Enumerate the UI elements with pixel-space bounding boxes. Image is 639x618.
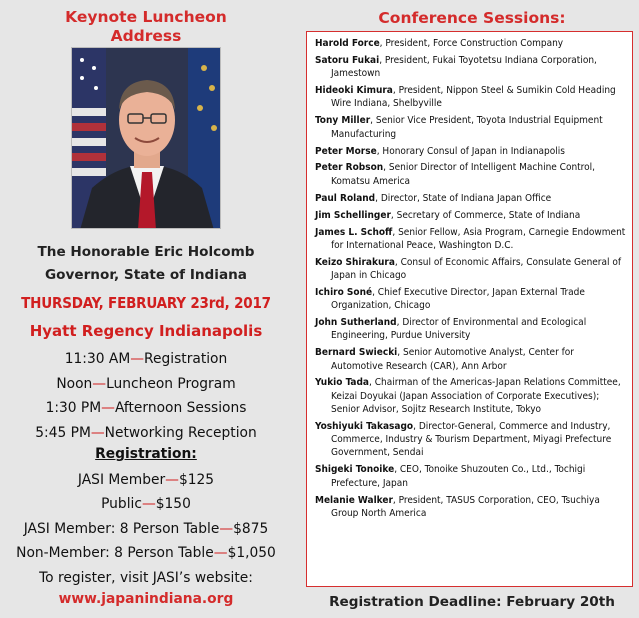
schedule-item: [0, 396, 292, 421]
speaker-entry: [315, 209, 626, 222]
portrait-illustration: [72, 48, 221, 229]
speaker-entry: [315, 226, 626, 253]
speaker-entry: [315, 376, 626, 416]
speaker-entry: [315, 145, 626, 158]
price-label: JASI Member: [77, 472, 166, 488]
speaker-entry-name: Peter Morse: [315, 145, 377, 157]
schedule-time: 1:30 PM: [45, 400, 102, 417]
schedule-event: Registration: [144, 351, 228, 367]
speaker-entry: [315, 192, 626, 205]
governor-portrait-photo: [71, 47, 221, 229]
price-item: [0, 492, 292, 516]
speaker-entry-name: Paul Roland: [315, 192, 376, 204]
speaker-entry: [315, 316, 626, 343]
speaker-entry-desc: , Director-General, Commerce and Industry, Commerce, Industry & Tourism Department, Miyagi Prefecture Government, Sendai: [331, 420, 612, 459]
sessions-box: [306, 31, 633, 587]
speaker-entry-name: Jim Schellinger: [315, 209, 391, 221]
registration-list: [0, 468, 292, 590]
price-dash: —: [213, 545, 228, 562]
keynote-title-line2: Address: [110, 27, 182, 45]
schedule-list: [0, 347, 292, 445]
speaker-entry: [315, 114, 626, 141]
speaker-entry-desc: , Senior Vice President, Toyota Industrial Equipment Manufacturing: [331, 115, 603, 140]
price-label: Non-Member: 8 Person Table: [16, 545, 214, 562]
speaker-entry-name: Melanie Walker: [315, 494, 393, 506]
keynote-panel: [0, 0, 292, 618]
schedule-dash: —: [101, 400, 115, 417]
speaker-entry: [315, 84, 626, 111]
speaker-entry-name: Harold Force: [315, 38, 380, 49]
schedule-time: Noon: [56, 375, 93, 392]
registration-heading: Registration:: [95, 446, 197, 462]
speaker-entry: [315, 37, 626, 50]
speaker-entry: [315, 54, 626, 81]
sessions-title: Conference Sessions:: [378, 9, 566, 27]
speaker-entry-desc: , Chief Executive Director, Japan External Trade Organization, Chicago: [331, 286, 585, 312]
speaker-entry-desc: , President, Force Construction Company: [379, 38, 564, 49]
price-dash: —: [165, 472, 179, 488]
price-value: $875: [233, 520, 269, 537]
event-date: THURSDAY, FEBRUARY 23rd, 2017: [21, 294, 271, 312]
speaker-entry-name: Ichiro Soné: [315, 286, 373, 298]
speaker-entry-desc: , President, Nippon Steel & Sumikin Cold Heading Wire Indiana, Shelbyville: [331, 85, 616, 110]
speaker-entry-name: Yoshiyuki Takasago: [315, 420, 414, 432]
speaker-entry: [315, 494, 626, 521]
schedule-dash: —: [130, 351, 145, 367]
speaker-entry: [315, 346, 626, 373]
speaker-entry-name: Satoru Fukai: [315, 54, 380, 66]
speaker-entry-desc: , President, Fukai Toyotetsu Indiana Corporation, Jamestown: [331, 54, 597, 80]
event-venue: Hyatt Regency Indianapolis: [29, 322, 263, 340]
speaker-entry: [315, 420, 626, 460]
speaker-entry-name: Hideoki Kimura: [315, 85, 393, 97]
speaker-entry-name: Tony Miller: [315, 115, 371, 127]
schedule-time: 5:45 PM: [35, 424, 91, 441]
speaker-entry-name: James L. Schoff: [315, 226, 393, 238]
schedule-dash: —: [90, 424, 105, 441]
price-label: Public: [101, 496, 142, 513]
speaker-entry-desc: , CEO, Tonoike Shuzouten Co., Ltd., Tochigi Prefecture, Japan: [331, 464, 586, 489]
speaker-entry-desc: , Director, State of Indiana Japan Office: [375, 192, 552, 204]
speaker-entry-name: Shigeki Tonoike: [315, 464, 395, 476]
speaker-entry-desc: , Senior Automotive Analyst, Center for Automotive Research (CAR), Ann Arbor: [331, 347, 574, 372]
keynote-title: [0, 8, 292, 46]
schedule-dash: —: [92, 375, 107, 392]
speaker-name: The Honorable Eric Holcomb: [37, 244, 255, 260]
registration-instructions: To register, visit JASI’s website:: [39, 569, 253, 586]
website-link[interactable]: www.japanindiana.org: [58, 591, 234, 607]
speaker-entry: [315, 161, 626, 188]
speaker-entry-desc: , Director of Environmental and Ecological Engineering, Purdue University: [331, 317, 587, 342]
speaker-entry-desc: , President, TASUS Corporation, CEO, Tsuchiya Group North America: [331, 494, 600, 519]
speaker-entry-name: Yukio Tada: [315, 377, 369, 389]
speaker-entry-desc: , Secretary of Commerce, State of Indiana: [390, 209, 581, 221]
keynote-title-line1: Keynote Luncheon: [65, 8, 227, 26]
price-value: $150: [155, 496, 191, 513]
speaker-entry-name: Bernard Swiecki: [315, 347, 398, 359]
speaker-entry-desc: , Honorary Consul of Japan in Indianapolis: [376, 145, 565, 157]
speaker-entry-name: Peter Robson: [315, 162, 384, 174]
price-item: [0, 541, 292, 565]
speaker-entry: [315, 286, 626, 313]
schedule-item: [0, 347, 292, 372]
price-item: [0, 468, 292, 492]
schedule-time: 11:30 AM: [64, 351, 131, 367]
price-label: JASI Member: 8 Person Table: [23, 520, 220, 537]
speaker-entry: [315, 463, 626, 490]
speaker-entry-desc: , Chairman of the Americas-Japan Relations Committee, Keizai Doyukai (Japan Association of Corporate Executives); Senior Advisor, Sojitz Research Institute, Tokyo: [331, 377, 621, 415]
speaker-entry-desc: , Consul of Economic Affairs, Consulate General of Japan in Chicago: [331, 256, 622, 281]
price-value: $1,050: [227, 545, 276, 562]
keynote-speaker: [0, 241, 292, 287]
speaker-entry-desc: , Senior Fellow, Asia Program, Carnegie Endowment for International Peace, Washington D.C.: [331, 226, 626, 251]
schedule-event: Luncheon Program: [106, 375, 236, 392]
speaker-entry-name: John Sutherland: [315, 317, 397, 329]
price-dash: —: [141, 496, 156, 513]
price-item: [0, 517, 292, 541]
speaker-title: Governor, State of Indiana: [45, 267, 247, 283]
price-dash: —: [219, 520, 234, 537]
speaker-entry-name: Keizo Shirakura: [315, 256, 395, 268]
speaker-entry-desc: , Senior Director of Intelligent Machine Control, Komatsu America: [331, 162, 596, 187]
schedule-item: [0, 421, 292, 446]
price-value: $125: [178, 472, 215, 488]
schedule-event: Networking Reception: [104, 424, 257, 441]
schedule-event: Afternoon Sessions: [114, 400, 247, 417]
registration-deadline: Registration Deadline: February 20th: [329, 594, 615, 610]
schedule-item: [0, 372, 292, 397]
speaker-entry: [315, 256, 626, 283]
